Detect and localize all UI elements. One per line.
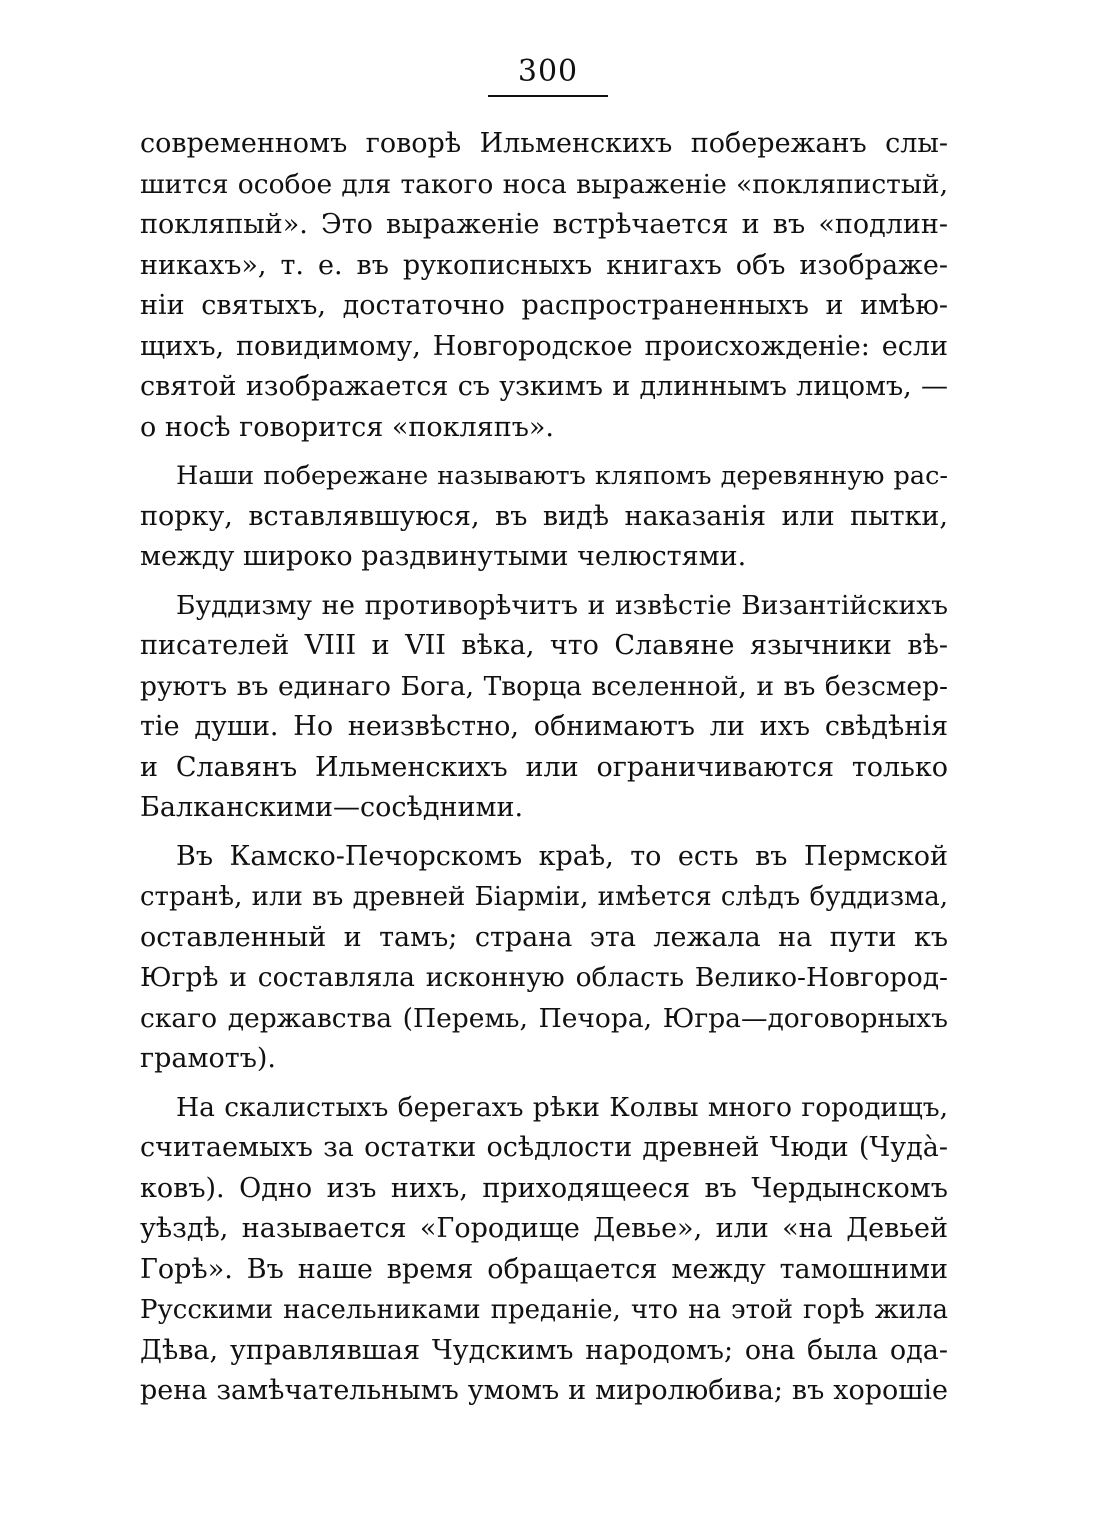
text-line: скаго державства (Перемь, Печора, Югра—договорныхъ [140,1002,948,1034]
text-line: оставленный и тамъ; страна эта лежала на пути къ [140,921,948,953]
text-line: Горѣ». Въ наше время обращается между тамошними [140,1253,948,1285]
text-line: Балканскими—сосѣдними. [140,792,524,823]
text-line: никахъ», т. е. въ рукописныхъ книгахъ объ изображе- [140,249,948,281]
text-line: уѣздѣ, называется «Городище Девье», или «на Девьей [140,1213,948,1244]
text-line: о носѣ говорится «покляпъ». [140,411,554,443]
paragraph-gap [140,829,948,837]
text-line: щихъ, повидимому, Новгородское происхожденіе: если [140,330,948,362]
text-line: покляпый». Это выраженіе встрѣчается и въ «подлин- [140,209,948,240]
text-line: Югрѣ и составляла исконную область Велико-Новгород- [140,962,948,993]
paragraph-gap [140,1080,948,1088]
text-line: Русскими насельниками преданіе, что на этой горѣ жила [140,1295,948,1325]
text-line: На скалистыхъ берегахъ рѣки Колвы много городищъ, [176,1091,948,1123]
text-line: тіе души. Но неизвѣстно, обнимаютъ ли ихъ свѣдѣнія [140,711,948,742]
text-line: Дѣва, управлявшая Чудскимъ народомъ; она была ода- [140,1334,948,1366]
text-line: Въ Камско-Печорскомъ краѣ, то есть въ Пермской [176,840,948,872]
text-line: Буддизму не противорѣчитъ и извѣстіе Византійскихъ [176,589,948,621]
text-line: считаемыхъ за остатки осѣдлости древней Чюди (Чудà- [140,1132,948,1163]
text-line: рена замѣчательнымъ умомъ и миролюбива; въ хорошіе [140,1375,948,1406]
text-line: порку, вставлявшуюся, въ видѣ наказанія или пытки, [140,500,948,532]
text-line: ніи святыхъ, достаточно распространенныхъ и имѣю- [140,290,948,321]
text-line: и Славянъ Ильменскихъ или ограничиваются только [140,751,948,783]
text-line: между широко раздвинутыми челюстями. [140,541,747,572]
paragraph-gap [140,448,948,456]
body-text [140,124,948,1412]
text-line: ковъ). Одно изъ нихъ, приходящееся въ Чердынскомъ [140,1172,948,1204]
page-number: 300 [517,54,579,89]
text-line: Наши побережане называютъ кляпомъ деревянную рас- [176,461,948,491]
header-rule [488,95,608,97]
text-line: грамотъ). [140,1043,277,1074]
text-line: святой изображается съ узкимъ и длиннымъ лицомъ, — [140,371,948,402]
text-line: современномъ говорѣ Ильменскихъ побережанъ слы- [140,128,948,159]
text-line: шится особое для такого носа выраженіе «покляпистый, [140,168,948,200]
text-line: странѣ, или въ древней Біармiи, имѣется слѣдъ буддизма, [140,882,948,912]
text-line: руютъ въ единаго Бога, Творца вселенной, и въ безсмер- [140,670,948,702]
paragraph-gap [140,578,948,586]
text-line: писателей VIII и VII вѣка, что Славяне язычники вѣ- [140,630,948,661]
